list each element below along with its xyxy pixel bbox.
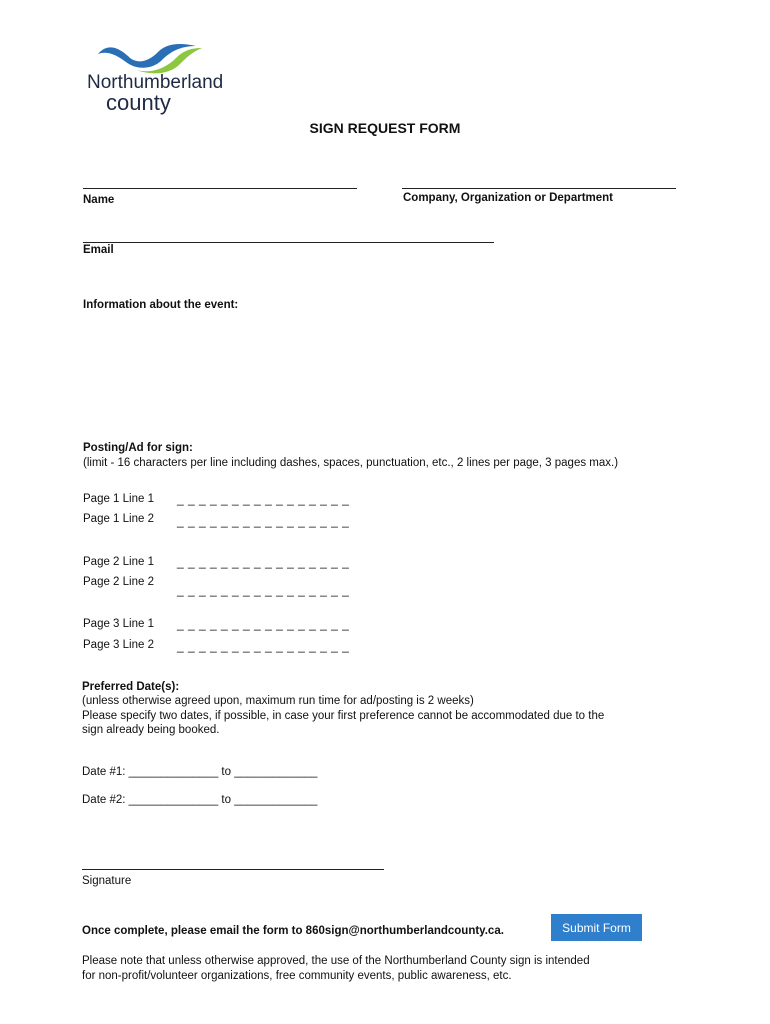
submit-form-button[interactable]: Submit Form <box>551 914 642 941</box>
posting-label: Posting/Ad for sign: <box>83 442 193 454</box>
company-field[interactable] <box>402 188 676 189</box>
email-label: Email <box>83 244 114 256</box>
logo-line2: county <box>106 90 171 115</box>
signature-label: Signature <box>82 875 132 887</box>
dates-note: sign already being booked. <box>82 724 220 736</box>
page-line-field[interactable]: _ _ _ _ _ _ _ _ _ _ _ _ _ _ _ _ <box>177 514 350 528</box>
email-instruction: Once complete, please email the form to 860sign@northumberlandcounty.ca. <box>82 925 504 937</box>
dates-note: Please specify two dates, if possible, in case your first preference cannot be accommodated due to the <box>82 710 605 722</box>
posting-limit-note: (limit - 16 characters per line including dashes, spaces, punctuation, etc., 2 lines per page, 3 pages max.) <box>83 457 619 469</box>
event-info-field[interactable] <box>83 318 683 428</box>
date1-field[interactable]: Date #1: ______________ to _____________ <box>82 766 318 778</box>
logo-wave-icon <box>96 40 206 76</box>
dates-label: Preferred Date(s): <box>82 681 180 693</box>
signature-field[interactable] <box>82 869 384 870</box>
email-field[interactable] <box>83 242 494 243</box>
page-line-field[interactable]: _ _ _ _ _ _ _ _ _ _ _ _ _ _ _ _ <box>177 555 350 569</box>
date2-field[interactable]: Date #2: ______________ to _____________ <box>82 794 318 806</box>
usage-note: Please note that unless otherwise approved, the use of the Northumberland County sign is intended <box>82 955 590 967</box>
page-line-label: Page 2 Line 1 <box>83 556 154 568</box>
company-label: Company, Organization or Department <box>403 192 614 204</box>
page-line-field[interactable]: _ _ _ _ _ _ _ _ _ _ _ _ _ _ _ _ <box>177 639 350 653</box>
name-field[interactable] <box>83 188 357 189</box>
page-line-label: Page 3 Line 1 <box>83 618 154 630</box>
form-title: SIGN REQUEST FORM <box>309 120 461 136</box>
page-line-label: Page 2 Line 2 <box>83 576 154 588</box>
county-logo <box>84 40 244 120</box>
usage-note: for non-profit/volunteer organizations, free community events, public awareness, etc. <box>82 970 512 982</box>
dates-note: (unless otherwise agreed upon, maximum run time for ad/posting is 2 weeks) <box>82 695 474 707</box>
logo-line1: Northumberland <box>87 72 224 93</box>
page-line-label: Page 3 Line 2 <box>83 639 154 651</box>
event-info-label: Information about the event: <box>83 299 239 311</box>
page-line-field[interactable]: _ _ _ _ _ _ _ _ _ _ _ _ _ _ _ _ <box>177 583 350 597</box>
page-line-field[interactable]: _ _ _ _ _ _ _ _ _ _ _ _ _ _ _ _ <box>177 617 350 631</box>
page-line-label: Page 1 Line 2 <box>83 513 154 525</box>
name-label: Name <box>83 194 115 206</box>
page-line-field[interactable]: _ _ _ _ _ _ _ _ _ _ _ _ _ _ _ _ <box>177 492 350 506</box>
page-line-label: Page 1 Line 1 <box>83 493 154 505</box>
